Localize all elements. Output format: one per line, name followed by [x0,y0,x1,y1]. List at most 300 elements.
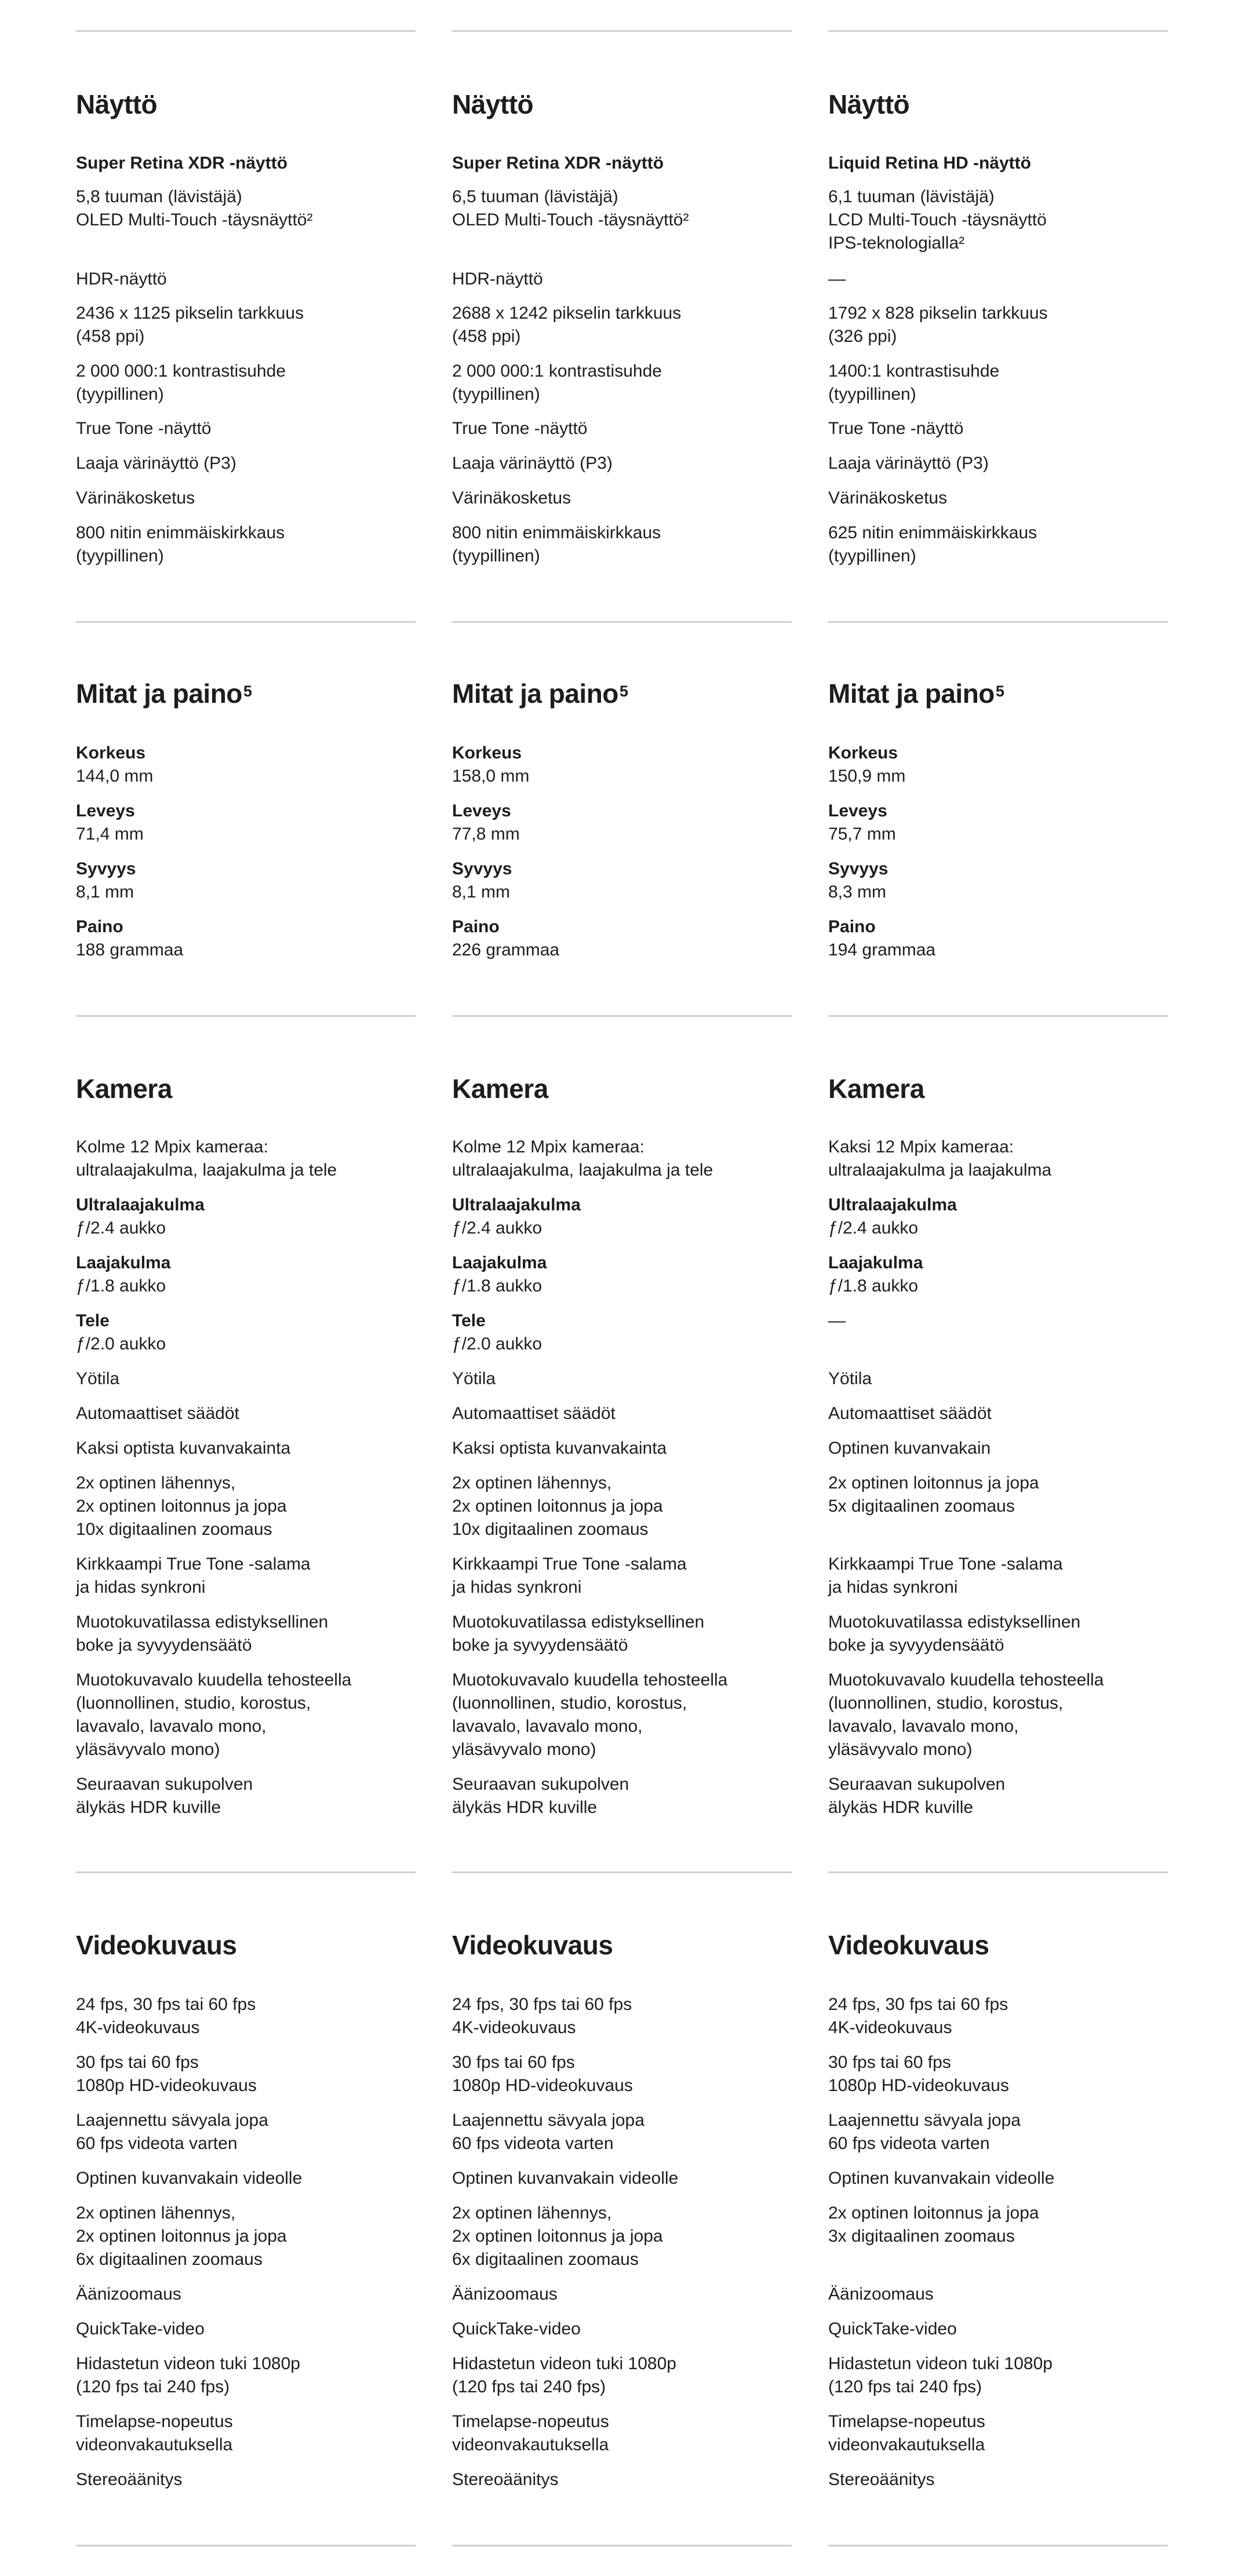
spec-item [452,2283,792,2306]
spec-label: Leveys [828,801,887,820]
spec-label: Super Retina XDR -näyttö [452,154,664,173]
spec-value: älykäs HDR kuville [452,1798,598,1817]
spec-value: lavavalo, lavavalo mono, [828,1717,1019,1736]
spec-item [76,302,416,348]
spec-item [828,1993,1168,2039]
spec-value: yläsävyvalo mono) [76,1740,220,1759]
spec-value: 144,0 mm [76,767,154,786]
spec-value: 2x optinen loitonnus ja jopa [76,1497,287,1516]
spec-value: Kaksi 12 Mpix kameraa: [828,1137,1014,1156]
spec-value: (326 ppi) [828,327,897,346]
spec-item [452,1309,792,1356]
spec-item [828,858,1168,904]
spec-item [76,2352,416,2399]
spec-item [452,1669,792,1761]
section-title-text: Näyttö [452,89,534,119]
section-title-text: Näyttö [76,89,158,119]
spec-value: 2x optinen loitonnus ja jopa [452,2227,663,2246]
spec-item [452,858,792,904]
spec-value: ja hidas synkroni [452,1578,582,1597]
spec-item [828,1553,1168,1599]
spec-label: Korkeus [76,743,146,762]
spec-value: QuickTake-video [452,2319,581,2338]
spec-item [76,152,416,175]
spec-value: 2x optinen loitonnus ja jopa [452,1497,663,1516]
spec-value: ƒ/2.0 aukko [452,1334,542,1353]
spec-value: 5x digitaalinen zoomaus [828,1497,1015,1516]
section-title-text: Kamera [452,1074,548,1104]
spec-value: Kirkkaampi True Tone -salama [452,1555,687,1574]
spec-item [452,2352,792,2399]
spec-item [452,2202,792,2271]
spec-value: boke ja syvyydensäätö [828,1636,1004,1655]
spec-label: Super Retina XDR -näyttö [76,154,288,173]
spec-item [828,742,1168,788]
spec-value: Värinäkosketus [828,488,948,508]
spec-value: 2x optinen lähennys, [76,2203,236,2223]
spec-value: 1080p HD-videokuvaus [76,2076,257,2095]
spec-item [76,1773,416,1819]
spec-label: Paino [76,917,123,936]
spec-value: (458 ppi) [452,327,521,346]
section-divider [452,1871,792,1873]
spec-value: — [828,269,846,289]
spec-value: 24 fps, 30 fps tai 60 fps [76,1995,256,2014]
spec-value: Kaksi optista kuvanvakainta [76,1439,291,1458]
spec-value: 10x digitaalinen zoomaus [452,1520,649,1539]
spec-value: 3x digitaalinen zoomaus [828,2227,1015,2246]
spec-item [452,521,792,568]
spec-value: 1792 x 828 pikselin tarkkuus [828,304,1048,323]
spec-value: 2x optinen lähennys, [452,1473,612,1493]
spec-item [828,302,1168,348]
spec-value: 60 fps videota varten [828,2134,990,2153]
spec-item [76,2410,416,2457]
spec-value: ja hidas synkroni [76,1578,206,1597]
spec-item [452,1472,792,1541]
spec-value: Muotokuvatilassa edistyksellinen [828,1612,1081,1632]
spec-item [452,1553,792,1599]
spec-value: 8,1 mm [76,882,134,902]
spec-value: älykäs HDR kuville [828,1798,974,1817]
spec-value: Automaattiset säädöt [452,1404,616,1423]
spec-value: 6,1 tuuman (lävistäjä) [828,187,995,206]
spec-item [76,487,416,510]
spec-value: 24 fps, 30 fps tai 60 fps [452,1995,632,2014]
spec-item [76,1553,416,1599]
spec-value: 800 nitin enimmäiskirkkaus [452,523,661,542]
spec-value: True Tone -näyttö [76,419,212,438]
spec-label: Tele [452,1311,486,1330]
spec-value: 158,0 mm [452,767,530,786]
spec-value: Värinäkosketus [452,488,571,508]
spec-value: 77,8 mm [452,824,520,844]
spec-value: 1080p HD-videokuvaus [828,2076,1009,2095]
spec-item [452,1402,792,1425]
spec-value: Laaja värinäyttö (P3) [828,454,989,473]
spec-value: True Tone -näyttö [452,419,588,438]
spec-value: (luonnollinen, studio, korostus, [76,1694,311,1713]
spec-value: 188 grammaa [76,940,184,959]
spec-item [452,2468,792,2491]
spec-value: ultralaajakulma ja laajakulma [828,1161,1052,1180]
spec-item [76,417,416,440]
spec-value: ultralaajakulma, laajakulma ja tele [76,1161,337,1180]
spec-value: (luonnollinen, studio, korostus, [828,1694,1064,1713]
spec-item [452,2318,792,2341]
spec-item [76,1669,416,1761]
spec-value: 6x digitaalinen zoomaus [76,2250,263,2269]
spec-label: Paino [828,917,876,936]
section-divider [452,2545,792,2546]
spec-item [828,800,1168,846]
spec-value: (tyypillinen) [828,385,916,404]
spec-item [76,1136,416,1182]
spec-value: ƒ/2.4 aukko [828,1218,919,1238]
spec-value: Laajennettu sävyala jopa [76,2111,268,2130]
spec-item [76,2109,416,2155]
spec-item [452,360,792,406]
spec-value: ƒ/1.8 aukko [76,1276,166,1296]
spec-value: 8,3 mm [828,882,887,902]
spec-value: Muotokuvavalo kuudella tehosteella [828,1670,1104,1690]
spec-item [828,1402,1168,1425]
spec-item [76,915,416,962]
spec-item [452,1437,792,1460]
spec-label: Laajakulma [828,1253,923,1272]
spec-value: lavavalo, lavavalo mono, [452,1717,643,1736]
spec-value: Äänizoomaus [76,2285,181,2304]
spec-value: Optinen kuvanvakain [828,1439,991,1458]
spec-value: yläsävyvalo mono) [828,1740,973,1759]
spec-value: OLED Multi-Touch -täysnäyttö² [76,210,313,229]
spec-item [76,452,416,475]
spec-item [76,1309,416,1356]
spec-item [828,2352,1168,2399]
spec-label: Ultralaajakulma [452,1195,581,1214]
spec-item [452,452,792,475]
spec-label: Leveys [452,801,511,820]
spec-value: Kaksi optista kuvanvakainta [452,1439,667,1458]
spec-value: (458 ppi) [76,327,145,346]
spec-item [76,2167,416,2190]
spec-value: Yötila [76,1369,120,1388]
spec-value: Timelapse-nopeutus [452,2412,609,2431]
spec-item [828,1367,1168,1391]
spec-label: Paino [452,917,500,936]
spec-item [828,417,1168,440]
spec-item [76,2468,416,2491]
spec-item [452,1194,792,1240]
spec-value: boke ja syvyydensäätö [452,1636,628,1655]
spec-value: 2 000 000:1 kontrastisuhde [76,362,286,381]
spec-item [76,2202,416,2271]
spec-item [76,268,416,291]
section-divider [452,30,792,32]
spec-label: Laajakulma [452,1253,547,1272]
spec-value: Hidastetun videon tuki 1080p [76,2354,300,2373]
spec-item [76,1993,416,2039]
spec-value: Laajennettu sävyala jopa [452,2111,645,2130]
spec-value: Äänizoomaus [828,2285,934,2304]
spec-label: Ultralaajakulma [76,1195,205,1214]
spec-item [828,185,1168,255]
spec-value: Stereoäänitys [76,2470,183,2489]
footnote-marker: 5 [995,683,1004,700]
section-divider [828,2545,1168,2546]
spec-value: Optinen kuvanvakain videolle [452,2169,679,2188]
spec-value: älykäs HDR kuville [76,1798,221,1817]
spec-value: (120 fps tai 240 fps) [76,2377,230,2396]
spec-value: Yötila [828,1369,872,1388]
spec-value: Muotokuvavalo kuudella tehosteella [452,1670,728,1690]
spec-item [76,2318,416,2341]
spec-item [828,2202,1168,2248]
spec-value: videonvakautuksella [828,2435,985,2454]
spec-item [76,2283,416,2306]
spec-value: HDR-näyttö [76,269,167,289]
section-title-text: Videokuvaus [76,1930,237,1960]
spec-value: OLED Multi-Touch -täysnäyttö² [452,210,689,229]
spec-value: 60 fps videota varten [452,2134,614,2153]
spec-value: 24 fps, 30 fps tai 60 fps [828,1995,1008,2014]
section-title-text: Mitat ja paino [452,678,618,709]
spec-value: (tyypillinen) [452,546,540,565]
spec-value: Optinen kuvanvakain videolle [828,2169,1055,2188]
spec-item [76,185,416,232]
size-section-title [452,678,628,709]
display-section-title [76,89,157,120]
spec-item [828,2283,1168,2306]
camera-section-title [828,1073,924,1104]
spec-item [76,521,416,568]
spec-value: Seuraavan sukupolven [76,1775,253,1794]
camera-section-title [452,1073,548,1104]
spec-item [828,1773,1168,1819]
spec-value: ultralaajakulma, laajakulma ja tele [452,1161,713,1180]
spec-item [828,1611,1168,1657]
spec-item [828,2410,1168,2457]
spec-value: (tyypillinen) [452,385,540,404]
spec-item [76,360,416,406]
spec-value: 30 fps tai 60 fps [452,2053,575,2072]
spec-value: 2x optinen loitonnus ja jopa [76,2227,287,2246]
spec-item [76,1472,416,1541]
spec-item [828,2318,1168,2341]
spec-value: 2x optinen lähennys, [452,2203,612,2223]
footnote-marker: 5 [243,683,252,700]
spec-label: Leveys [76,801,135,820]
spec-item [76,800,416,846]
video-section-title [452,1929,613,1961]
spec-item [452,1136,792,1182]
spec-item [76,1367,416,1391]
spec-value: (120 fps tai 240 fps) [452,2377,606,2396]
spec-value: Seuraavan sukupolven [452,1775,629,1794]
video-section-title [828,1929,989,1961]
footnote-marker: 5 [619,683,628,700]
spec-value: 1080p HD-videokuvaus [452,2076,633,2095]
spec-value: Automaattiset säädöt [76,1404,239,1423]
spec-value: 30 fps tai 60 fps [828,2053,951,2072]
spec-value: 2688 x 1242 pikselin tarkkuus [452,304,682,323]
spec-value: 2436 x 1125 pikselin tarkkuus [76,304,304,323]
spec-value: 6,5 tuuman (lävistäjä) [452,187,618,206]
spec-value: QuickTake-video [76,2319,205,2338]
display-section-title [828,89,909,120]
section-divider [76,621,416,623]
section-divider [76,1871,416,1873]
spec-label: Tele [76,1311,110,1330]
spec-item [828,2468,1168,2491]
spec-label: Ultralaajakulma [828,1195,957,1214]
spec-item [76,1251,416,1298]
display-section-title [452,89,533,120]
spec-value: 2x optinen loitonnus ja jopa [828,1473,1039,1493]
product-column-3 [828,0,1168,2576]
spec-item [828,2167,1168,2190]
section-divider [828,1871,1168,1873]
spec-item [76,2051,416,2097]
spec-value: 4K-videokuvaus [76,2018,200,2037]
spec-item [452,2167,792,2190]
spec-value: Hidastetun videon tuki 1080p [828,2354,1053,2373]
spec-item [452,185,792,232]
spec-value: 226 grammaa [452,940,560,959]
spec-item [828,2051,1168,2097]
spec-value: Timelapse-nopeutus [828,2412,985,2431]
spec-value: ƒ/2.0 aukko [76,1334,166,1353]
spec-item [452,487,792,510]
spec-value: (luonnollinen, studio, korostus, [452,1694,687,1713]
spec-item [828,487,1168,510]
spec-item [828,1194,1168,1240]
spec-value: Hidastetun videon tuki 1080p [452,2354,676,2373]
spec-value: 1400:1 kontrastisuhde [828,362,1000,381]
spec-label: Korkeus [828,743,898,762]
spec-item [76,1402,416,1425]
spec-value: 30 fps tai 60 fps [76,2053,199,2072]
spec-value: Timelapse-nopeutus [76,2412,233,2431]
spec-value: ƒ/2.4 aukko [76,1218,166,1238]
section-divider [76,2545,416,2546]
section-divider [76,1015,416,1017]
spec-value: IPS-teknologialla² [828,233,965,253]
spec-value: Stereoäänitys [452,2470,559,2489]
spec-value: 625 nitin enimmäiskirkkaus [828,523,1037,542]
spec-item [828,152,1168,175]
spec-value: Stereoäänitys [828,2470,935,2489]
spec-value: (tyypillinen) [828,546,916,565]
section-divider [452,621,792,623]
spec-value: Kolme 12 Mpix kameraa: [76,1137,268,1156]
spec-value: Laaja värinäyttö (P3) [76,454,236,473]
section-title-text: Mitat ja paino [828,678,995,709]
spec-value: (tyypillinen) [76,546,164,565]
spec-item [828,2109,1168,2155]
spec-item [76,1611,416,1657]
section-title-text: Kamera [76,1074,172,1104]
product-column-1 [76,0,416,2576]
spec-value: 2x optinen lähennys, [76,1473,236,1493]
spec-item [452,1993,792,2039]
spec-value: Seuraavan sukupolven [828,1775,1006,1794]
spec-item [452,1251,792,1298]
spec-item [452,268,792,291]
spec-item [452,800,792,846]
spec-value: ƒ/1.8 aukko [828,1276,919,1296]
spec-value: 4K-videokuvaus [452,2018,576,2037]
spec-value: — [828,1311,846,1330]
spec-value: 2 000 000:1 kontrastisuhde [452,362,662,381]
section-divider [452,1015,792,1017]
spec-value: ƒ/1.8 aukko [452,1276,542,1296]
spec-item [828,1669,1168,1761]
spec-value: Kirkkaampi True Tone -salama [76,1555,311,1574]
spec-item [76,1194,416,1240]
spec-item [452,742,792,788]
spec-label: Korkeus [452,743,522,762]
spec-label: Syvyys [452,859,512,878]
spec-value: 150,9 mm [828,767,906,786]
spec-value: ƒ/2.4 aukko [452,1218,542,1238]
spec-value: QuickTake-video [828,2319,957,2338]
spec-value: 10x digitaalinen zoomaus [76,1520,272,1539]
spec-item [452,1773,792,1819]
spec-value: 2x optinen loitonnus ja jopa [828,2203,1039,2223]
spec-value: 71,4 mm [76,824,144,844]
spec-item [828,1309,1168,1333]
spec-label: Syvyys [76,859,136,878]
spec-item [452,2410,792,2457]
spec-item [828,1472,1168,1518]
spec-value: (tyypillinen) [76,385,164,404]
spec-item [76,742,416,788]
section-title-text: Kamera [828,1074,924,1104]
spec-item [828,452,1168,475]
section-title-text: Videokuvaus [452,1930,613,1960]
spec-value: videonvakautuksella [452,2435,609,2454]
section-title-text: Videokuvaus [828,1930,989,1960]
spec-value: (120 fps tai 240 fps) [828,2377,982,2396]
spec-item [452,1611,792,1657]
section-divider [828,30,1168,32]
spec-item [452,1367,792,1391]
spec-value: HDR-näyttö [452,269,543,289]
spec-item [828,1136,1168,1182]
size-section-title [828,678,1004,709]
spec-value: yläsävyvalo mono) [452,1740,596,1759]
spec-value: 8,1 mm [452,882,511,902]
spec-value: Automaattiset säädöt [828,1404,992,1423]
spec-label: Liquid Retina HD -näyttö [828,154,1031,173]
spec-value: Värinäkosketus [76,488,195,508]
spec-item [452,915,792,962]
spec-item [452,417,792,440]
section-title-text: Näyttö [828,89,910,119]
section-divider [828,621,1168,623]
spec-item [76,1437,416,1460]
spec-value: 75,7 mm [828,824,896,844]
spec-item [828,521,1168,568]
spec-item [828,1437,1168,1460]
spec-value: Yötila [452,1369,496,1388]
spec-item [828,915,1168,962]
spec-value: boke ja syvyydensäätö [76,1636,252,1655]
spec-item [828,1251,1168,1298]
section-title-text: Mitat ja paino [76,678,242,709]
spec-value: True Tone -näyttö [828,419,964,438]
